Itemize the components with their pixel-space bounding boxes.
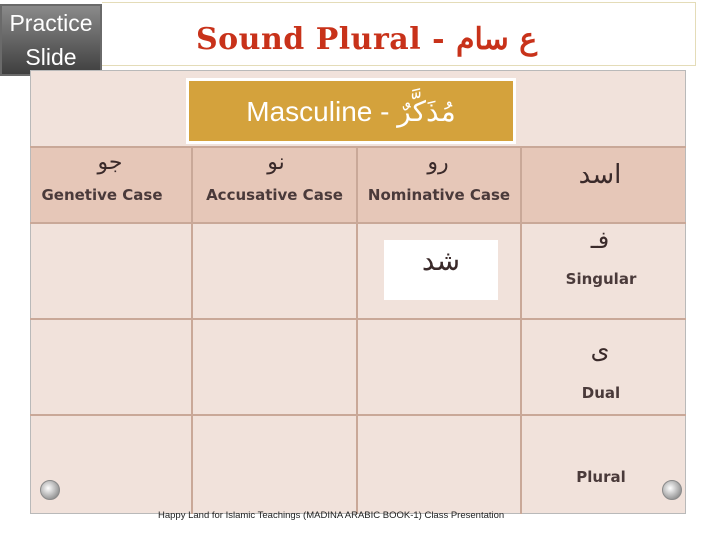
nominative-singular-arabic: شد — [421, 244, 461, 277]
row-divider — [30, 146, 686, 148]
next-slide-icon[interactable] — [662, 480, 682, 500]
practice-badge-line1: Practice — [9, 10, 93, 36]
previous-slide-icon[interactable] — [40, 480, 60, 500]
plural-label: Plural — [576, 468, 626, 486]
row-divider — [30, 318, 686, 320]
accusative-arabic: نو — [267, 150, 285, 175]
accusative-label: Accusative Case — [206, 186, 343, 204]
practice-slide-badge — [0, 4, 102, 76]
dual-arabic: ى — [590, 336, 610, 364]
noun-arabic: اسد — [578, 160, 622, 190]
genitive-label: Genetive Case — [41, 186, 163, 204]
nominative-arabic: رو — [427, 150, 449, 175]
dual-label: Dual — [581, 384, 621, 402]
slide-title: Sound Plural - ع سام — [196, 21, 538, 57]
singular-label: Singular — [565, 270, 637, 288]
practice-badge-line2: Slide — [25, 44, 77, 70]
masculine-banner: Masculine - مُذَكَّرٌ — [186, 78, 516, 144]
nominative-label: Nominative Case — [367, 186, 511, 204]
footer-credit: Happy Land for Islamic Teachings (MADINA ARABIC BOOK-1) Class Presentation — [158, 510, 505, 521]
row-divider — [30, 222, 686, 224]
column-divider — [520, 146, 522, 514]
singular-arabic: فـ — [590, 226, 610, 254]
genitive-arabic: جو — [97, 150, 123, 175]
row-divider — [30, 414, 686, 416]
